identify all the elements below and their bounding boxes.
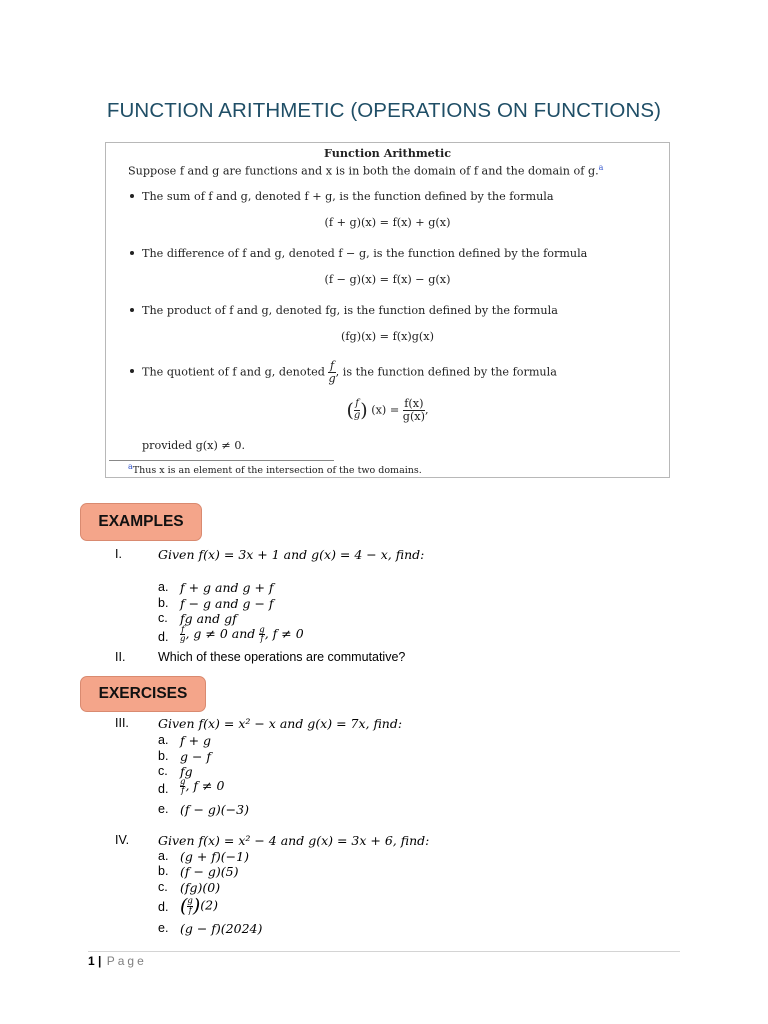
list-letter: a. (158, 849, 169, 863)
product-definition (130, 304, 558, 317)
bullet-icon (130, 194, 134, 198)
example-ii-prompt: Which of these operations are commutative? (158, 650, 406, 664)
fraction-g-over-f: $\frac{g}{f}$ (259, 625, 265, 645)
footnote-text: Thus x is an element of the intersection of the two domains. (132, 465, 422, 477)
exercise-item: (f − g)(5) (180, 864, 239, 879)
list-letter: c. (158, 880, 168, 894)
list-letter: b. (158, 596, 169, 610)
quotient-definition (130, 360, 557, 385)
list-letter: e. (158, 802, 169, 816)
exercise-item: g − f (180, 749, 212, 764)
difference-text: The difference of f and g, denoted f − g, is the function defined by the formula (142, 247, 588, 260)
fraction-f-over-g: $\frac{f}{g}$ (180, 625, 186, 645)
fraction-g-over-f: $\frac{g}{f}$ (187, 896, 193, 916)
page-footer (88, 954, 147, 968)
quotient-formula: ( $\frac{f}{g}$ ) (x) = $\frac{f(x)}{g(x)}$ , (346, 397, 429, 423)
footer-divider (88, 951, 680, 952)
exercise-item: f + g (180, 733, 212, 748)
list-letter: c. (158, 611, 168, 625)
list-number: II. (115, 650, 126, 664)
exercise-item: ( $\frac{g}{f}$ )(2) (180, 895, 219, 917)
page-number: 1 (88, 954, 95, 968)
page-title: FUNCTION ARITHMETIC (OPERATIONS ON FUNCTIONS) (106, 99, 662, 122)
box-footnote (128, 462, 422, 476)
product-text: The product of f and g, denoted fg, is the function defined by the formula (142, 304, 558, 317)
example-item-c: fg and gf (180, 611, 237, 626)
exercise-iii-prompt: Given f(x) = x² − x and g(x) = 7x, find: (158, 716, 403, 731)
list-letter: d. (158, 630, 169, 644)
bullet-icon (130, 251, 134, 255)
difference-formula: (f − g)(x) = f(x) − g(x) (324, 273, 451, 286)
footnote-marker: a (128, 462, 133, 471)
page-label: Page (106, 954, 147, 968)
product-formula: (fg)(x) = f(x)g(x) (341, 330, 434, 343)
list-number: III. (115, 716, 129, 730)
bullet-icon (130, 369, 134, 373)
definition-box (105, 142, 670, 478)
exercise-item: (g − f)(2024) (180, 921, 263, 936)
exercise-iv-prompt: Given f(x) = x² − 4 and g(x) = 3x + 6, find: (158, 833, 430, 848)
footnote-divider (109, 460, 334, 461)
quotient-formula-fraction (403, 398, 425, 423)
exercise-item-d-text: , f ≠ 0 (185, 778, 225, 794)
example-item-a: f + g and g + f (180, 580, 274, 595)
quotient-denominator: g(x) (402, 409, 425, 423)
list-letter: a. (158, 580, 169, 594)
list-letter: b. (158, 749, 169, 763)
quotient-suffix: , is the function defined by the formula (335, 365, 557, 379)
exercise-item-text: (2) (200, 897, 219, 913)
list-letter: a. (158, 733, 169, 747)
example-i-prompt: Given f(x) = 3x + 1 and g(x) = 4 − x, find: (158, 547, 425, 562)
quotient-numerator: f(x) (404, 397, 424, 410)
exercise-item: (fg)(0) (180, 880, 221, 895)
list-number: I. (115, 547, 122, 561)
page-separator: | (98, 954, 102, 968)
quotient-prefix: The quotient of f and g, denoted (142, 365, 325, 379)
example-item-d-part2: , f ≠ 0 (264, 626, 304, 642)
exercise-item (180, 778, 224, 795)
sum-text: The sum of f and g, denoted f + g, is the function defined by the formula (142, 190, 554, 203)
exercise-item: (f − g)(−3) (180, 802, 249, 817)
exercise-item: (g + f)(−1) (180, 849, 249, 864)
footnote-marker: a (598, 163, 604, 172)
list-letter: b. (158, 864, 169, 878)
list-letter: d. (158, 900, 169, 914)
quotient-notation: $\frac{f}{g}$ (328, 359, 336, 385)
intro-text: Suppose f and g are functions and x is in both the domain of f and the domain of g. (128, 164, 599, 178)
quotient-proviso: provided g(x) ≠ 0. (142, 439, 246, 452)
box-intro (128, 163, 603, 178)
list-letter: d. (158, 782, 169, 796)
list-letter: c. (158, 764, 168, 778)
fraction-g-over-f: $\frac{g}{f}$ (180, 777, 186, 797)
list-letter: e. (158, 921, 169, 935)
exercise-item: fg (180, 764, 193, 779)
quotient-formula-mid: (x) = (371, 403, 400, 417)
example-item-d-part1: , g ≠ 0 and (185, 626, 256, 642)
box-heading: Function Arithmetic (323, 146, 452, 160)
examples-badge: EXAMPLES (80, 503, 202, 541)
exercises-badge: EXERCISES (80, 676, 206, 712)
sum-formula: (f + g)(x) = f(x) + g(x) (324, 216, 451, 229)
difference-definition (130, 247, 587, 260)
sum-definition (130, 190, 554, 203)
example-item-b: f − g and g − f (180, 596, 274, 611)
example-item-d (180, 626, 304, 643)
bullet-icon (130, 308, 134, 312)
list-number: IV. (115, 833, 130, 847)
